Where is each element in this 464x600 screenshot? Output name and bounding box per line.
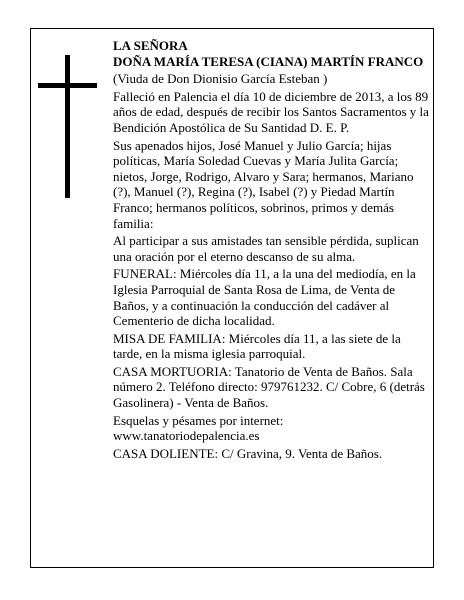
funeral-home-paragraph: CASA MORTUORIA: Tanatorio de Venta de Baños. Sala número 2. Teléfono directo: 979761232. C/ Cobre, 6 (detrás Gasolinera) - Venta de Baños. <box>113 363 425 411</box>
widow-of-line: (Viuda de Don Dionisio García Esteban ) <box>113 71 328 87</box>
title-line-2: DOÑA MARÍA TERESA (CIANA) MARTÍN FRANCO <box>113 53 424 69</box>
internet-condolences-paragraph: Esquelas y pésames por internet: www.tanatoriodepalencia.es <box>113 412 284 444</box>
request-paragraph: Al participar a sus amistades tan sensible pérdida, suplican una oración por el eterno descanso de su alma. <box>113 233 419 264</box>
family-mass-paragraph: MISA DE FAMILIA: Miércoles día 11, a las siete de la tarde, en la misma iglesia parroquial. <box>113 330 401 362</box>
cross-horizontal-bar <box>38 83 97 88</box>
mourning-home-paragraph: CASA DOLIENTE: C/ Gravina, 9. Venta de Baños. <box>113 445 383 461</box>
title-line-1: LA SEÑORA <box>113 38 188 53</box>
death-paragraph: Falleció en Palencia el día 10 de diciembre de 2013, a los 89 años de edad, después de recibir los Santos Sacramentos y la Bendición Apostólica de Su Santidad D. E. P. <box>113 88 429 135</box>
cross-vertical-bar <box>65 55 70 198</box>
family-paragraph: Sus apenados hijos, José Manuel y Julio García; hijas políticas, María Soledad Cuevas y María Julita García; nietos, Jorge, Rodrigo, Alvaro y Sara; hermanos, Mariano (?), Manuel (?), Regina (?), Isabel (?) y Piedad Martín Franco; hermanos políticos, sobrinos, primos y demás familia: <box>113 137 414 231</box>
funeral-paragraph: FUNERAL: Miércoles día 11, a la una del mediodía, en la Iglesia Parroquial de Santa Rosa de Lima, de Venta de Baños, y a continuación la conducción del cadáver al Cementerio de dicha localidad. <box>113 266 416 329</box>
notice-body <box>113 38 429 461</box>
